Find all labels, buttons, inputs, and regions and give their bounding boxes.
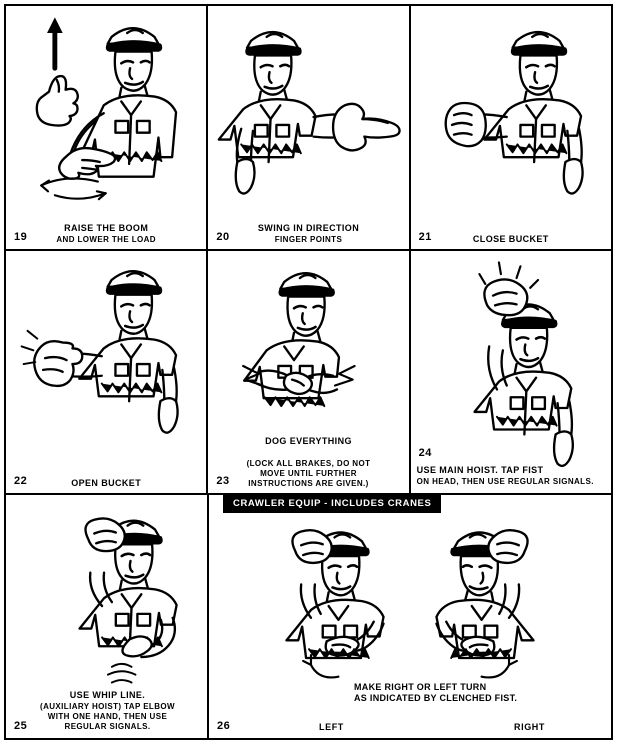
caption-line-2: (LOCK ALL BRAKES, DO NOT MOVE UNTIL FURTHER INSTRUCTIONS ARE GIVEN.) bbox=[246, 459, 371, 489]
caption-line-1: USE MAIN HOIST. TAP FIST bbox=[416, 465, 544, 476]
caption-line-1: CLOSE BUCKET bbox=[472, 233, 549, 244]
signal-number: 23 bbox=[216, 475, 230, 488]
signal-number: 22 bbox=[14, 475, 28, 488]
caption-line-2: FINGER POINTS bbox=[274, 234, 343, 244]
label-right: RIGHT bbox=[514, 722, 545, 733]
caption-line-1: USE WHIP LINE. bbox=[69, 690, 146, 701]
signal-row-2 bbox=[6, 251, 611, 496]
signal-number: 19 bbox=[14, 230, 28, 243]
signal-caption bbox=[208, 223, 408, 245]
caption-line-2: ON HEAD, THEN USE REGULAR SIGNALS. bbox=[416, 477, 594, 487]
figure-raise-boom-lower-load-icon bbox=[6, 6, 206, 249]
signal-number: 26 bbox=[217, 720, 231, 733]
signal-cell-23[interactable] bbox=[208, 251, 410, 494]
signal-row-3 bbox=[6, 495, 611, 738]
signal-caption-title bbox=[208, 436, 408, 447]
figure-dog-everything-icon bbox=[208, 251, 408, 494]
caption-line-1: OPEN BUCKET bbox=[71, 478, 142, 489]
signal-cell-20[interactable] bbox=[208, 6, 410, 249]
caption-line-1: RAISE THE BOOM bbox=[64, 222, 149, 233]
signal-caption bbox=[6, 690, 207, 732]
figure-swing-direction-finger-points-icon bbox=[208, 6, 408, 249]
signal-cell-19[interactable] bbox=[6, 6, 208, 249]
signal-cell-24[interactable] bbox=[411, 251, 611, 494]
signal-caption bbox=[6, 478, 206, 489]
signal-cell-22[interactable] bbox=[6, 251, 208, 494]
caption-line-2: AS INDICATED BY CLENCHED FIST. bbox=[354, 693, 518, 704]
label-left: LEFT bbox=[319, 722, 344, 733]
caption-line-1: DOG EVERYTHING bbox=[265, 436, 352, 447]
signal-caption bbox=[6, 223, 206, 245]
caption-line-2: (AUXILIARY HOIST) TAP ELBOW WITH ONE HAND, THEN USE REGULAR SIGNALS. bbox=[40, 702, 175, 732]
caption-line-2: AND LOWER THE LOAD bbox=[56, 234, 156, 244]
figure-use-main-hoist-icon bbox=[411, 251, 611, 494]
signal-cell-25[interactable] bbox=[6, 495, 209, 738]
signal-grid bbox=[4, 4, 613, 740]
signal-number: 21 bbox=[418, 230, 432, 243]
signal-number: 24 bbox=[418, 446, 432, 459]
caption-line-1: SWING IN DIRECTION bbox=[257, 222, 360, 233]
figure-open-bucket-icon bbox=[6, 251, 206, 494]
signal-caption bbox=[411, 234, 611, 245]
signal-row-1 bbox=[6, 6, 611, 251]
signal-cell-21[interactable] bbox=[411, 6, 611, 249]
signal-number: 20 bbox=[216, 230, 230, 243]
signal-cell-26[interactable] bbox=[209, 495, 611, 738]
signal-caption bbox=[411, 465, 611, 487]
signal-caption-detail bbox=[208, 458, 408, 489]
figure-close-bucket-icon bbox=[411, 6, 611, 249]
section-banner: CRAWLER EQUIP - INCLUDES CRANES bbox=[223, 495, 441, 513]
signal-caption bbox=[354, 682, 524, 704]
signal-number: 25 bbox=[14, 720, 28, 733]
caption-line-1: MAKE RIGHT OR LEFT TURN bbox=[354, 682, 487, 693]
